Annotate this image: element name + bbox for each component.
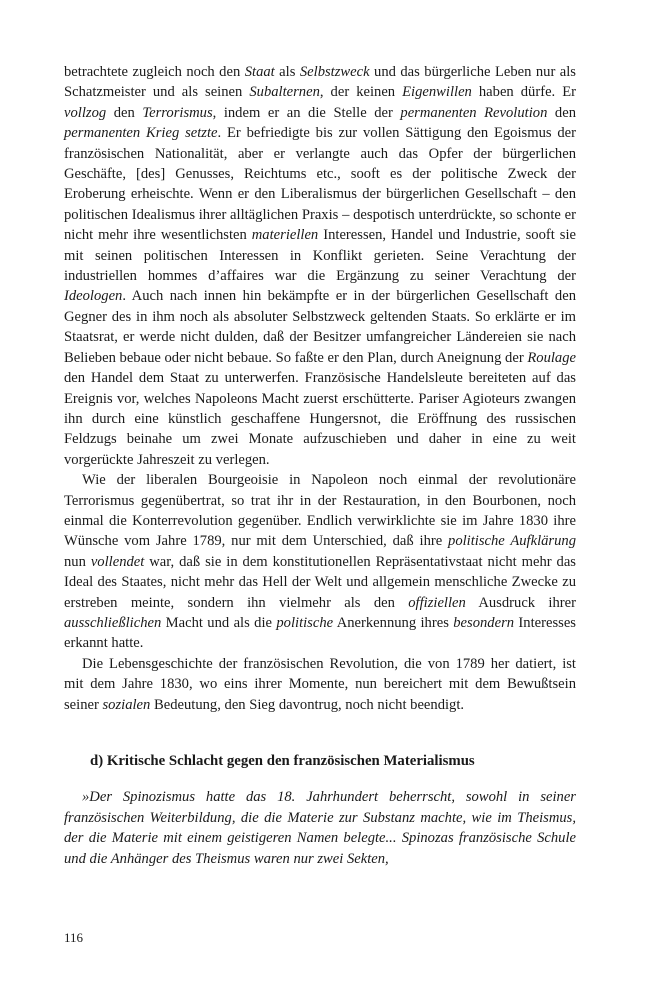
emphasis-text: vollzog (64, 104, 107, 121)
emphasis-text: vollendet (90, 553, 145, 570)
emphasis-text: Terrorismus (142, 104, 213, 121)
section-heading: d) Kritische Schlacht gegen den französischen Materialismus (90, 753, 475, 769)
page-body (64, 62, 576, 869)
emphasis-text: offiziellen (408, 594, 466, 611)
emphasis-text: politische Aufklärung (448, 533, 576, 550)
text-run: Interesses erkannt hatte. (64, 614, 576, 652)
emphasis-text: Ideologen (64, 288, 123, 305)
emphasis-text: politische (276, 614, 334, 631)
emphasis-text: Roulage (527, 349, 576, 366)
emphasis-text: sozialen (102, 696, 151, 713)
emphasis-text: ausschließlichen (64, 614, 162, 631)
emphasis-text: permanenten Krieg setzte (64, 125, 218, 142)
text-run: Die Lebensgeschichte der französischen Revolution, die von 1789 her datiert, ist mit dem Jahre 1830, wo eins ihrer Momente, nun bereichert mit dem Bewußtsein seiner (64, 655, 576, 713)
text-run: Anerkennung ihres (333, 614, 454, 631)
text-run: . Er befriedigte bis zur vollen Sättigung den Egoismus der französischen Nationalität, aber er verlangte auch das Opfer der bürgerlichen Geschäfte, [des] Genusses, Reichtums etc., sooft es der politische Zweck der Eroberung erheischte. Wenn er den Liberalismus der bürgerlichen Gesellschaft – den politischen Idealismus ihrer alltäglichen Praxis – despotisch unterdrückte, so schonte er nicht mehr ihre wesentlichsten (64, 125, 577, 244)
text-run: den Handel dem Staat zu unterwerfen. Französische Handelsleute bereiteten auf das Ereignis vor, welches Napoleons Macht zuerst erschütterte. Pariser Agioteurs zwangen ihn durch eine künstlich geschaffene Hungersnot, die Eröffnung des russischen Feldzugs beinahe um zwei Monate aufzuschieben und daher in eine zu weit vorgerückte Jahreszeit zu verlegen. (64, 370, 576, 468)
emphasis-text: Selbstzweck (299, 64, 370, 80)
text-run: war, daß sie in dem konstitutionellen Repräsentativstaat nicht mehr das Ideal des Staates, nicht mehr das Hell der Welt und allgemein menschliche Zwecke zu erstreben meinte, sondern ihn vielmehr als den (64, 553, 576, 611)
text-run: nun (64, 553, 91, 570)
emphasis-text: permanenten Revolution (400, 104, 548, 121)
text-run: Macht und als die (161, 614, 277, 631)
body-text (64, 62, 576, 715)
text-run: Bedeutung, den Sieg davontrug, noch nicht beendigt. (150, 696, 465, 713)
text-run: , indem er an die Stelle der (212, 104, 401, 121)
paragraph (64, 62, 576, 470)
text-run: als (274, 64, 300, 80)
text-run: und das bürgerliche Leben nur als Schatzmeister und als seinen (64, 64, 576, 101)
paragraph (64, 654, 576, 715)
emphasis-text: Eigenwillen (402, 84, 472, 101)
page-number: 116 (64, 930, 84, 945)
text-run: . Auch nach innen hin bekämpfte er in der bürgerlichen Gesellschaft den Gegner des in ihm noch als absoluter Selbstzweck geltenden Staats. So erklärte er im Staatsrat, er werde nicht dulden, daß der Besitzer umfangreicher Ländereien sie nach Belieben bebaue oder nicht bebaue. So faßte er den Plan, durch Aneignung der (64, 288, 576, 366)
text-run: den (547, 104, 576, 121)
emphasis-text: Staat (244, 64, 275, 80)
emphasis-text: materiellen (251, 227, 319, 244)
paragraph (64, 470, 576, 654)
quotation: »Der Spinozismus hatte das 18. Jahrhundert beherrscht, sowohl in seiner französischen Weiterbildung, die die Materie zur Substanz machte, wie im Theismus, der die Materie mit einem geistigeren Namen belegte... Spinozas französische Schule und die Anhänger des Theismus waren nur zwei Sekten, (64, 789, 576, 867)
text-run: haben dürfe. Er (471, 84, 576, 101)
text-run: Ausdruck ihrer (465, 594, 576, 611)
text-run: den (106, 104, 143, 121)
text-run: , der keinen (319, 84, 403, 101)
text-run: betrachtete zugleich noch den (64, 64, 245, 80)
emphasis-text: besondern (453, 614, 515, 631)
text-run: Wie der liberalen Bourgeoisie in Napoleon noch einmal der revolutionäre Terrorismus gegenübertrat, so trat ihr in der Restauration, in den Bourbonen, noch einmal die Konterrevolution gegenüber. Endlich verwirklichte sie im Jahre 1830 ihre Wünsche vom Jahre 1789, nur mit dem Unterschied, daß ihre (64, 472, 576, 550)
text-run: Interessen, Handel und Industrie, sooft sie mit seinen politischen Interessen in Konflikt gerieten. Seine Verachtung der industriellen hommes d’affaires war die Ergänzung zu seiner Verachtung der (64, 227, 576, 285)
emphasis-text: Subalternen (249, 84, 320, 101)
